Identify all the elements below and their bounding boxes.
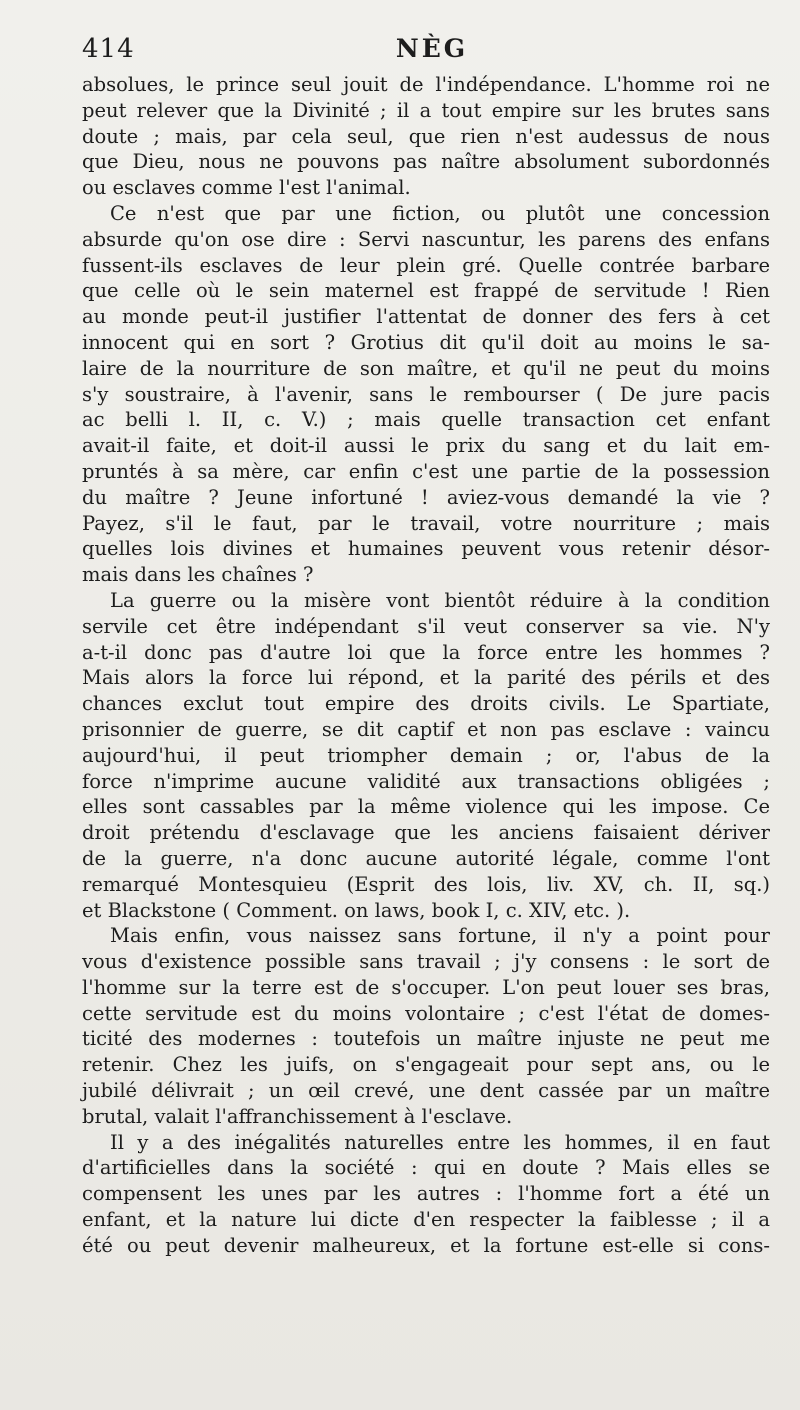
text-line: remarqué Montesquieu (Esprit des lois, liv. XV, ch. II, sq.) xyxy=(82,872,770,896)
text-line: chances exclut tout empire des droits civils. Le Spartiate, xyxy=(82,692,770,716)
text-line: force n'imprime aucune validité aux transactions obligées ; xyxy=(82,769,770,793)
text-line: mais dans les chaînes ? xyxy=(82,563,314,587)
text-line: retenir. Chez les juifs, on s'engageait pour sept ans, ou le xyxy=(82,1053,770,1077)
paragraph-4 xyxy=(82,923,770,1129)
text-line: compensent les unes par les autres : l'homme fort a été un xyxy=(82,1182,770,1206)
text-line: prisonnier de guerre, se dit captif et non pas esclave : vaincu xyxy=(82,717,770,741)
text-line: Mais enfin, vous naissez sans fortune, il n'y a point pour xyxy=(110,924,770,948)
body-text xyxy=(82,72,770,1259)
text-line: La guerre ou la misère vont bientôt réduire à la condition xyxy=(110,588,770,612)
text-line: Il y a des inégalités naturelles entre les hommes, il en faut xyxy=(110,1130,770,1154)
text-line: d'artificielles dans la société : qui en doute ? Mais elles se xyxy=(82,1156,770,1180)
text-line: peut relever que la Divinité ; il a tout empire sur les brutes sans xyxy=(82,98,770,122)
text-line: aujourd'hui, il peut triompher demain ; or, l'abus de la xyxy=(82,743,770,767)
text-line: enfant, et la nature lui dicte d'en respecter la faiblesse ; il a xyxy=(82,1208,770,1232)
text-line: Payez, s'il le faut, par le travail, votre nourriture ; mais xyxy=(82,511,770,535)
text-line: cette servitude est du moins volontaire ; c'est l'état de domes- xyxy=(82,1001,770,1025)
text-line: Ce n'est que par une fiction, ou plutôt une concession xyxy=(110,201,770,225)
paragraph-2 xyxy=(82,201,770,588)
text-line: absolues, le prince seul jouit de l'indépendance. L'homme roi ne xyxy=(82,73,770,96)
text-line: été ou peut devenir malheureux, et la fortune est-elle si cons- xyxy=(82,1233,770,1257)
text-line: elles sont cassables par la même violence qui les impose. Ce xyxy=(82,795,770,819)
page-number: 414 xyxy=(82,34,135,64)
text-line: jubilé délivrait ; un œil crevé, une dent cassée par un maître xyxy=(82,1079,770,1103)
text-line: ticité des modernes : toutefois un maître injuste ne peut me xyxy=(82,1027,770,1051)
text-line: s'y soustraire, à l'avenir, sans le rembourser ( De jure pacis xyxy=(82,382,770,406)
text-line: innocent qui en sort ? Grotius dit qu'il doit au moins le sa- xyxy=(82,330,770,354)
text-line: servile cet être indépendant s'il veut conserver sa vie. N'y xyxy=(82,614,770,638)
text-line: de la guerre, n'a donc aucune autorité légale, comme l'ont xyxy=(82,846,770,870)
paragraph-1 xyxy=(82,72,770,201)
text-line: doute ; mais, par cela seul, que rien n'est audessus de nous xyxy=(82,124,770,148)
text-line: que celle où le sein maternel est frappé de servitude ! Rien xyxy=(82,279,770,303)
paragraph-5 xyxy=(82,1130,770,1259)
running-head: NÈG xyxy=(395,34,469,63)
text-line: a-t-il donc pas d'autre loi que la force entre les hommes ? xyxy=(82,640,770,664)
text-line: vous d'existence possible sans travail ; j'y consens : le sort de xyxy=(82,950,770,974)
text-line: quelles lois divines et humaines peuvent vous retenir désor- xyxy=(82,537,770,561)
paragraph-3 xyxy=(82,588,770,923)
text-line: fussent-ils esclaves de leur plein gré. Quelle contrée barbare xyxy=(82,253,770,277)
page-header xyxy=(82,34,762,74)
text-line: ac belli l. II, c. V.) ; mais quelle transaction cet enfant xyxy=(82,408,770,432)
text-line: droit prétendu d'esclavage que les anciens faisaient dériver xyxy=(82,821,770,845)
text-line: absurde qu'on ose dire : Servi nascuntur, les parens des enfans xyxy=(82,227,770,251)
text-line: brutal, valait l'affranchissement à l'esclave. xyxy=(82,1104,513,1128)
text-line: pruntés à sa mère, car enfin c'est une partie de la possession xyxy=(82,459,770,483)
text-line: l'homme sur la terre est de s'occuper. L'on peut louer ses bras, xyxy=(82,975,770,999)
text-line: que Dieu, nous ne pouvons pas naître absolument subordonnés xyxy=(82,150,770,174)
text-line: au monde peut-il justifier l'attentat de donner des fers à cet xyxy=(82,305,770,329)
text-line: ou esclaves comme l'est l'animal. xyxy=(82,176,411,200)
text-line: avait-il faite, et doit-il aussi le prix du sang et du lait em- xyxy=(82,434,770,458)
text-line: laire de la nourriture de son maître, et qu'il ne peut du moins xyxy=(82,356,770,380)
text-line: et Blackstone ( Comment. on laws, book I, c. XIV, etc. ). xyxy=(82,898,631,922)
text-line: du maître ? Jeune infortuné ! aviez-vous demandé la vie ? xyxy=(82,485,770,509)
text-line: Mais alors la force lui répond, et la parité des périls et des xyxy=(82,666,770,690)
